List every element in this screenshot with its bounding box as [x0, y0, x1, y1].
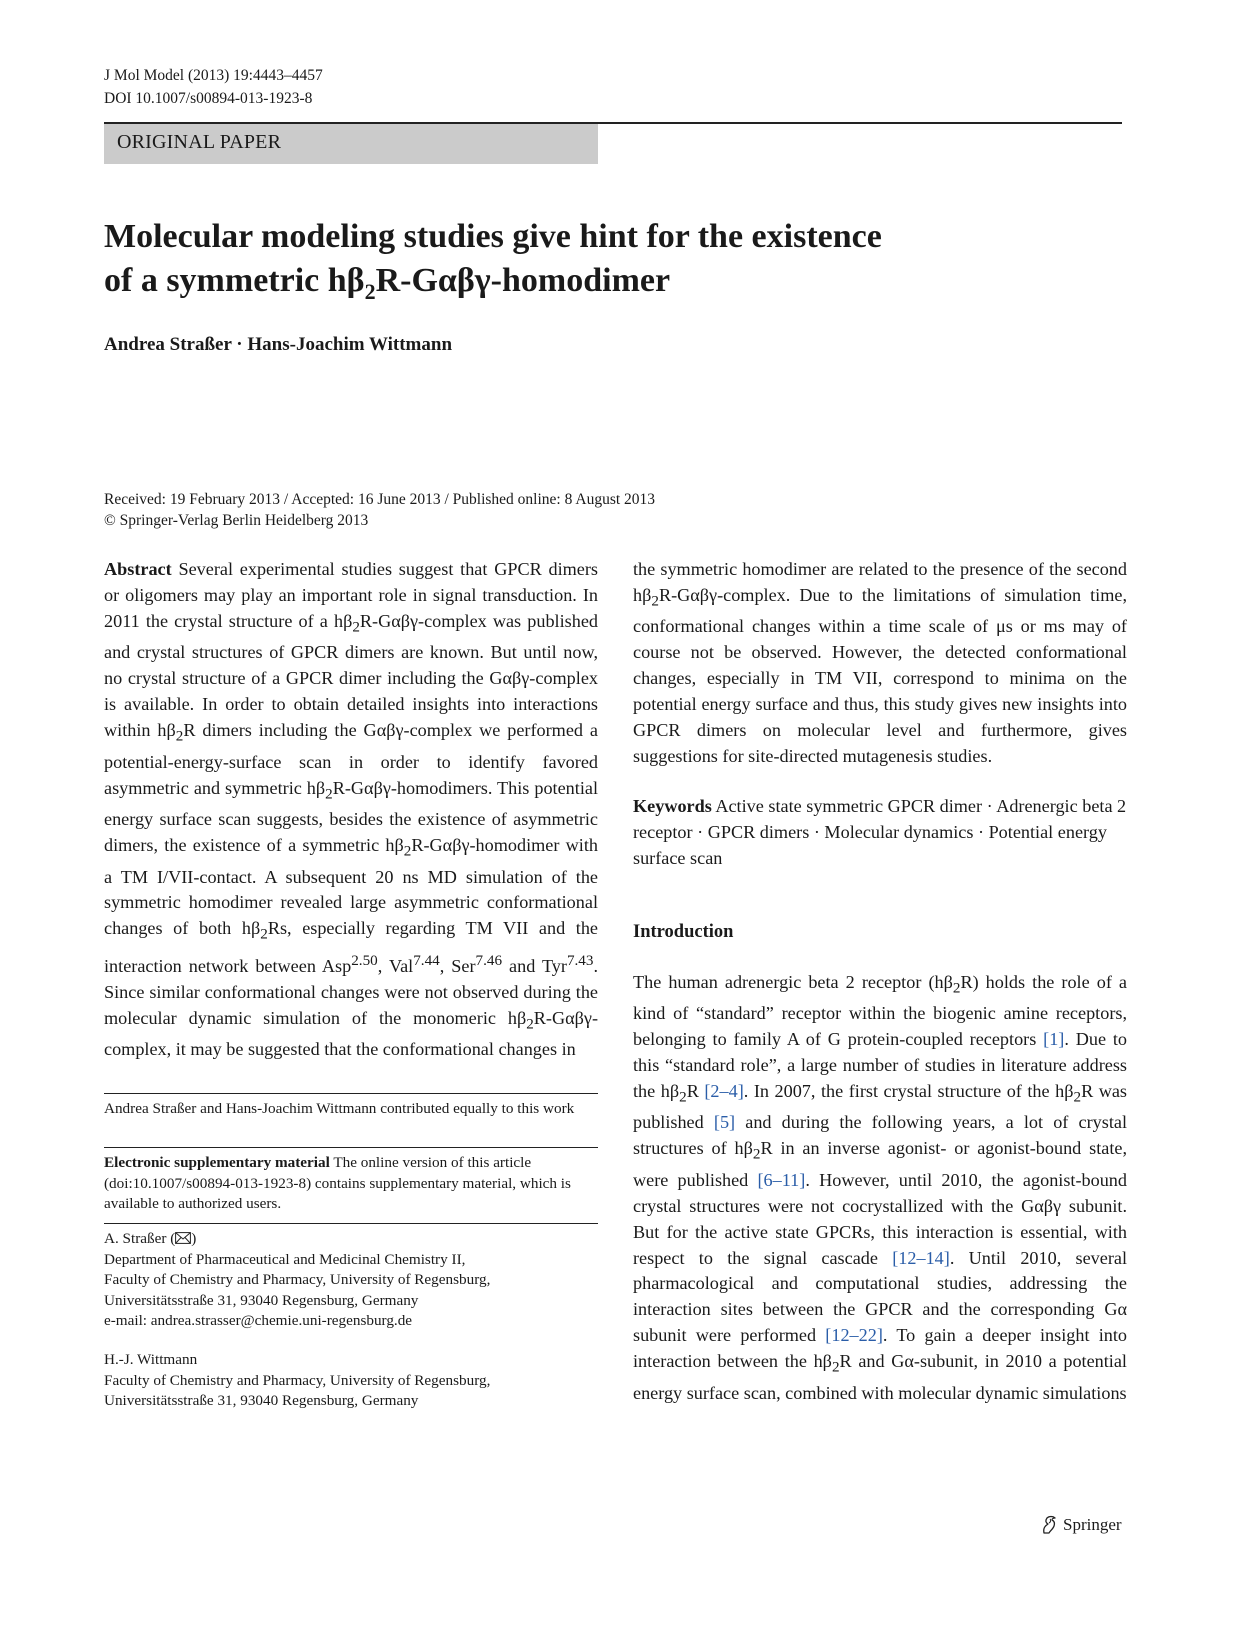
- abstract-paragraph: [104, 557, 598, 1063]
- abstract-text: R-Gαβγ-complex, it may be suggested that the conformational changes in: [104, 1007, 598, 1060]
- citation-link[interactable]: [2–4]: [704, 1080, 744, 1101]
- body-text: . Due to this “standard role”, a large number of studies in literature address the hβ: [633, 1028, 1127, 1101]
- publication-dates: [104, 489, 655, 531]
- body-text: R) holds the role of a kind of “standard” receptor within the biogenic amine receptors, belonging to family A of G protein-coupled receptors: [633, 971, 1128, 1049]
- abstract-column: [104, 557, 598, 1063]
- subscript: 2: [175, 727, 184, 745]
- body-text: R was published: [633, 1080, 1128, 1133]
- abstract-text: , Ser: [439, 955, 476, 976]
- section-heading-introduction: Introduction: [633, 921, 734, 942]
- body-text: The human adrenergic beta 2 receptor (hβ: [633, 971, 953, 992]
- superscript: 2.50: [351, 951, 378, 969]
- envelope-icon[interactable]: [175, 1232, 191, 1244]
- body-text: . In 2007, the first crystal structure of the hβ: [743, 1080, 1074, 1101]
- keywords: [633, 794, 1127, 872]
- body-text: . Until 2010, several pharmacological and computational studies, addressing the interaction sites between the GPCR and the corresponding Gα subunit were performed: [633, 1247, 1128, 1346]
- title-line-1: Molecular modeling studies give hint for the existence: [104, 218, 882, 255]
- subscript: 2: [1073, 1088, 1082, 1106]
- author-list: Andrea Straßer · Hans-Joachim Wittmann: [104, 334, 453, 355]
- subscript: 2: [952, 979, 961, 997]
- publisher-name: Springer: [1063, 1515, 1122, 1534]
- subscript: 2: [403, 842, 412, 860]
- body-text: . To gain a deeper insight into interaction between the hβ: [633, 1325, 1128, 1372]
- copyright: © Springer-Verlag Berlin Heidelberg 2013: [104, 512, 369, 529]
- abstract-text: R-Gαβγ-complex was published and crystal structures of GPCR dimers are known. But until now, no crystal structure of a GPCR dimer including the Gαβγ-complex is available. In order to obtain detailed insights into interactions within hβ: [104, 610, 598, 741]
- author-name: H.-J. Wittmann: [104, 1351, 198, 1368]
- article-title: [104, 215, 1104, 314]
- author-affiliation-1: [104, 1229, 598, 1332]
- abstract-text: R dimers including the Gαβγ-complex we performed a potential-energy-surface scan in order to identify favored asymmetric and symmetric hβ: [104, 720, 598, 798]
- author-name: ): [191, 1230, 197, 1247]
- affiliation-line: Department of Pharmaceutical and Medicinal Chemistry II,: [104, 1250, 466, 1268]
- history-dates: Received: 19 February 2013 / Accepted: 16 June 2013 / Published online: 8 August 2013: [104, 491, 656, 508]
- title-text: R-Gαβγ-homodimer: [375, 262, 671, 299]
- footnote-esm: [104, 1153, 598, 1215]
- author-email[interactable]: e-mail: andrea.strasser@chemie.uni-regensburg.de: [104, 1312, 413, 1329]
- body-text: . However, until 2010, the agonist-bound crystal structures were not cocrystallized with the Gαβγ subunit. But for the active state GPCRs, this interaction is essential, with respect to the signal cascade: [633, 1169, 1127, 1268]
- introduction-paragraph: [633, 970, 1127, 1407]
- abstract-text: R-Gαβγ-homodimers. This potential energy surface scan suggests, besides the existence of asymmetric dimers, the existence of a symmetric hβ: [104, 777, 598, 855]
- superscript: 7.46: [475, 951, 503, 969]
- body-text: R and Gα-subunit, in 2010 a potential energy surface scan, combined with molecular dynamic simulations: [633, 1351, 1127, 1403]
- abstract-text: R-Gαβγ-complex. Due to the limitations of simulation time, conformational changes within a time scale of μs or ms may of course not be observed. However, the detected conformational changes, especially in TM VII, correspond to minima on the potential energy surface and thus, this study gives new insights into GPCR dimers on molecular level and furthermore, gives suggestions for site-directed mutagenesis studies.: [633, 584, 1127, 766]
- author-name: A. Straßer (: [104, 1230, 176, 1247]
- springer-horse-icon: [1040, 1515, 1058, 1535]
- title-text: of a symmetric hβ: [104, 262, 365, 299]
- journal-reference: [104, 64, 323, 110]
- affiliation-line: Universitätsstraße 31, 93040 Regensburg, Germany: [104, 1291, 419, 1309]
- abstract-text: , Val: [377, 955, 414, 976]
- subscript: 2: [325, 785, 333, 803]
- esm-text: The online version of this article (doi:10.1007/s00894-013-1923-8) contains supplementary material, which is available to authorized users.: [104, 1154, 571, 1212]
- citation-link[interactable]: [12–22]: [825, 1325, 883, 1346]
- citation-link[interactable]: [1]: [1043, 1028, 1065, 1049]
- esm-label: Electronic supplementary material: [104, 1154, 330, 1171]
- subscript: 2: [831, 1358, 840, 1376]
- footnote-rule: [104, 1147, 598, 1148]
- affiliation-line: Faculty of Chemistry and Pharmacy, University of Regensburg,: [104, 1371, 491, 1389]
- abstract-text: . Since similar conformational changes were not observed during the molecular dynamic simulation of the monomeric hβ: [104, 955, 599, 1028]
- publisher-logo: [1040, 1515, 1122, 1535]
- footnote-rule: [104, 1093, 598, 1094]
- affiliation-line: Faculty of Chemistry and Pharmacy, University of Regensburg,: [104, 1271, 491, 1288]
- footnote-rule: [104, 1223, 598, 1224]
- superscript: 7.44: [413, 951, 440, 969]
- abstract-label: Abstract: [104, 559, 172, 579]
- abstract-text: Rs, especially regarding TM VII and the interaction network between Asp: [104, 918, 598, 976]
- footnote-text: Andrea Straßer and Hans-Joachim Wittmann contributed equally to this work: [104, 1100, 575, 1117]
- abstract-text: and Tyr: [502, 955, 567, 976]
- footnote-equal-contribution: [104, 1099, 598, 1120]
- title-line-2: [104, 259, 1104, 314]
- subscript: 2: [526, 1015, 534, 1033]
- abstract-text: the symmetric homodimer are related to the presence of the second hβ: [633, 559, 1127, 605]
- subscript: 2: [752, 1145, 761, 1163]
- keywords-text: Active state symmetric GPCR dimer · Adrenergic beta 2 receptor · GPCR dimers · Molecular dynamics · Potential energy surface scan: [633, 795, 1127, 868]
- subscript: 2: [352, 618, 360, 636]
- citation-link[interactable]: [5]: [713, 1112, 736, 1133]
- keywords-label: Keywords: [633, 795, 712, 816]
- body-text: and during the following years, a lot of crystal structures of hβ: [633, 1112, 1127, 1159]
- body-text: R: [686, 1080, 705, 1101]
- citation-link[interactable]: [12–14]: [892, 1247, 950, 1268]
- article-type-label: ORIGINAL PAPER: [117, 131, 282, 153]
- journal-doi: DOI 10.1007/s00894-013-1923-8: [104, 90, 313, 107]
- abstract-continuation: [633, 557, 1127, 770]
- abstract-text: R-Gαβγ-homodimer with a TM I/VII-contact. A subsequent 20 ns MD simulation of the symmetric homodimer revealed large asymmetric conformational changes of both hβ: [104, 834, 598, 939]
- right-column: [633, 557, 1127, 1407]
- article-type-bar: [104, 124, 598, 164]
- superscript: 7.43: [566, 951, 594, 969]
- title-subscript: 2: [364, 278, 376, 304]
- journal-citation: J Mol Model (2013) 19:4443–4457: [104, 67, 323, 84]
- citation-link[interactable]: [6–11]: [757, 1169, 806, 1190]
- abstract-text: Several experimental studies suggest that GPCR dimers or oligomers may play an important role in signal transduction. In 2011 the crystal structure of a hβ: [104, 559, 598, 631]
- subscript: 2: [651, 592, 659, 610]
- author-affiliation-2: [104, 1350, 598, 1412]
- subscript: 2: [679, 1088, 687, 1106]
- body-text: R in an inverse agonist- or agonist-bound state, were published: [633, 1138, 1127, 1190]
- affiliation-line: Universitätsstraße 31, 93040 Regensburg, Germany: [104, 1392, 419, 1409]
- subscript: 2: [260, 925, 268, 943]
